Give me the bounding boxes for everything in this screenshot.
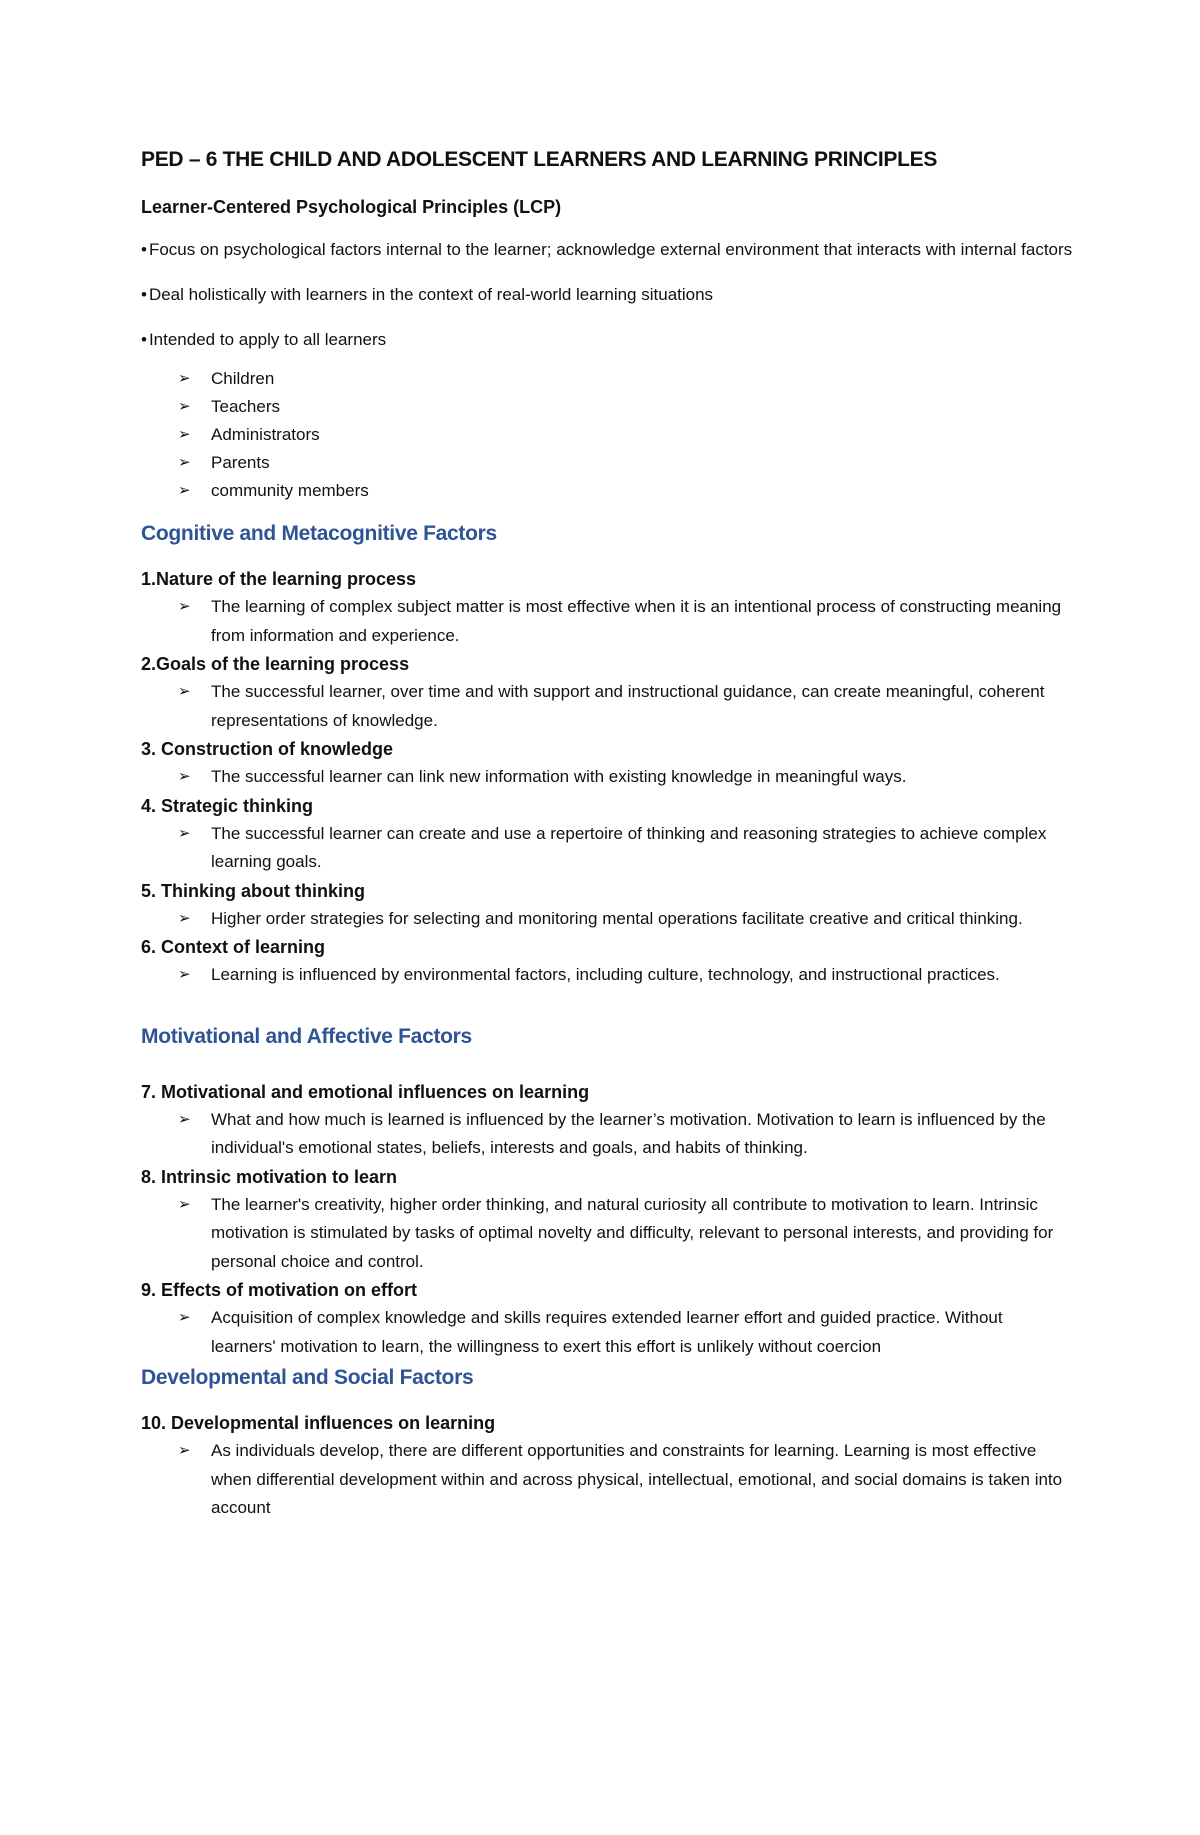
- factor-block: [141, 650, 1080, 735]
- factor-block: [141, 1276, 1080, 1361]
- intro-point: [141, 236, 1080, 264]
- section-heading: Developmental and Social Factors: [141, 1366, 474, 1389]
- factor-heading: 6. Context of learning: [141, 937, 326, 957]
- factor-text: The successful learner, over time and with support and instructional guidance, can create meaningful, coherent representations of knowledge.: [211, 682, 1045, 730]
- arrow-bullet-icon: ➢: [178, 1309, 191, 1326]
- factor-block: [141, 1409, 1080, 1523]
- factor-heading: 2.Goals of the learning process: [141, 654, 410, 674]
- list-item: [141, 365, 1080, 393]
- learner-label: Administrators: [211, 425, 320, 444]
- intro-point: [141, 326, 1080, 354]
- document-subtitle: Learner-Centered Psychological Principles (LCP): [141, 197, 562, 217]
- intro-point-text: Deal holistically with learners in the context of real-world learning situations: [148, 285, 714, 304]
- factor-text: Higher order strategies for selecting and monitoring mental operations facilitate creative and critical thinking.: [211, 908, 1023, 928]
- list-item: [141, 1106, 1080, 1163]
- intro-point-text: Intended to apply to all learners: [148, 330, 387, 349]
- list-item: [141, 1437, 1080, 1523]
- list-item: [141, 1304, 1080, 1361]
- bullet-icon: •: [141, 240, 147, 259]
- list-item: [141, 593, 1080, 650]
- arrow-bullet-icon: ➢: [178, 1442, 191, 1459]
- factor-text: As individuals develop, there are different opportunities and constraints for learning. Learning is most effective when differential development within and across physical, intellectual, emotional, and social domains is taken into account: [211, 1441, 1063, 1517]
- list-item: [141, 961, 1080, 990]
- factor-text: Acquisition of complex knowledge and skills requires extended learner effort and guided practice. Without learners' motivation to learn, the willingness to exert this effort is unlikely without coercion: [211, 1308, 1003, 1356]
- list-item: [141, 449, 1080, 477]
- learner-label: community members: [211, 481, 369, 500]
- factor-heading: 10. Developmental influences on learning: [141, 1413, 496, 1433]
- factor-block: [141, 877, 1080, 934]
- list-item: [141, 477, 1080, 505]
- factor-heading: 8. Intrinsic motivation to learn: [141, 1166, 398, 1187]
- arrow-bullet-icon: ➢: [178, 1195, 191, 1213]
- arrow-bullet-icon: ➢: [178, 482, 191, 499]
- learners-list: [141, 365, 1080, 505]
- factor-block: [141, 565, 1080, 650]
- list-item: [141, 905, 1080, 934]
- factor-text: The learning of complex subject matter is most effective when it is an intentional process of constructing meaning from information and experience.: [211, 597, 1062, 645]
- document-title: PED – 6 THE CHILD AND ADOLESCENT LEARNERS AND LEARNING PRINCIPLES: [141, 148, 938, 171]
- intro-point: [141, 281, 1080, 309]
- factor-text: The successful learner can link new information with existing knowledge in meaningful ways.: [211, 767, 907, 786]
- learner-label: Children: [211, 369, 275, 388]
- factor-heading: 7. Motivational and emotional influences on learning: [141, 1081, 590, 1102]
- list-item: [141, 678, 1080, 735]
- learner-label: Teachers: [211, 397, 280, 416]
- list-item: [141, 1191, 1080, 1277]
- bullet-icon: •: [141, 285, 147, 304]
- factor-heading: 1.Nature of the learning process: [141, 569, 417, 589]
- arrow-bullet-icon: ➢: [178, 454, 191, 471]
- factor-block: [141, 933, 1080, 990]
- section-heading: Motivational and Affective Factors: [141, 1024, 472, 1048]
- factor-block: [141, 1078, 1080, 1163]
- arrow-bullet-icon: ➢: [178, 598, 191, 615]
- section-heading: Cognitive and Metacognitive Factors: [141, 522, 497, 545]
- arrow-bullet-icon: ➢: [178, 966, 191, 983]
- factor-text: The learner's creativity, higher order thinking, and natural curiosity all contribute to motivation to learn. Intrinsic motivation is stimulated by tasks of optimal novelty and difficulty, relevant to personal interests, and providing for personal choice and control.: [211, 1194, 1054, 1271]
- factor-block: [141, 792, 1080, 877]
- arrow-bullet-icon: ➢: [178, 824, 191, 842]
- factor-text: What and how much is learned is influenced by the learner’s motivation. Motivation to learn is influenced by the individual's emotional states, beliefs, interests and goals, and habits of thinking.: [211, 1109, 1046, 1157]
- list-item: [141, 393, 1080, 421]
- factor-heading: 5. Thinking about thinking: [141, 880, 365, 901]
- factor-heading: 4. Strategic thinking: [141, 795, 314, 816]
- bullet-icon: •: [141, 330, 147, 349]
- arrow-bullet-icon: ➢: [178, 1110, 191, 1128]
- factor-heading: 3. Construction of knowledge: [141, 739, 394, 759]
- arrow-bullet-icon: ➢: [178, 683, 191, 700]
- arrow-bullet-icon: ➢: [178, 398, 191, 415]
- factor-block: [141, 735, 1080, 792]
- intro-point-text: Focus on psychological factors internal to the learner; acknowledge external environment that interacts with internal factors: [148, 240, 1073, 259]
- factor-block: [141, 1163, 1080, 1277]
- list-item: [141, 763, 1080, 792]
- factor-text: The successful learner can create and use a repertoire of thinking and reasoning strategies to achieve complex learning goals.: [211, 823, 1047, 871]
- arrow-bullet-icon: ➢: [178, 909, 191, 927]
- factor-text: Learning is influenced by environmental factors, including culture, technology, and instructional practices.: [211, 965, 1000, 984]
- arrow-bullet-icon: ➢: [178, 370, 191, 387]
- list-item: [141, 820, 1080, 877]
- factor-heading: 9. Effects of motivation on effort: [141, 1280, 418, 1300]
- learner-label: Parents: [211, 453, 270, 472]
- arrow-bullet-icon: ➢: [178, 426, 191, 443]
- list-item: [141, 421, 1080, 449]
- arrow-bullet-icon: ➢: [178, 768, 191, 785]
